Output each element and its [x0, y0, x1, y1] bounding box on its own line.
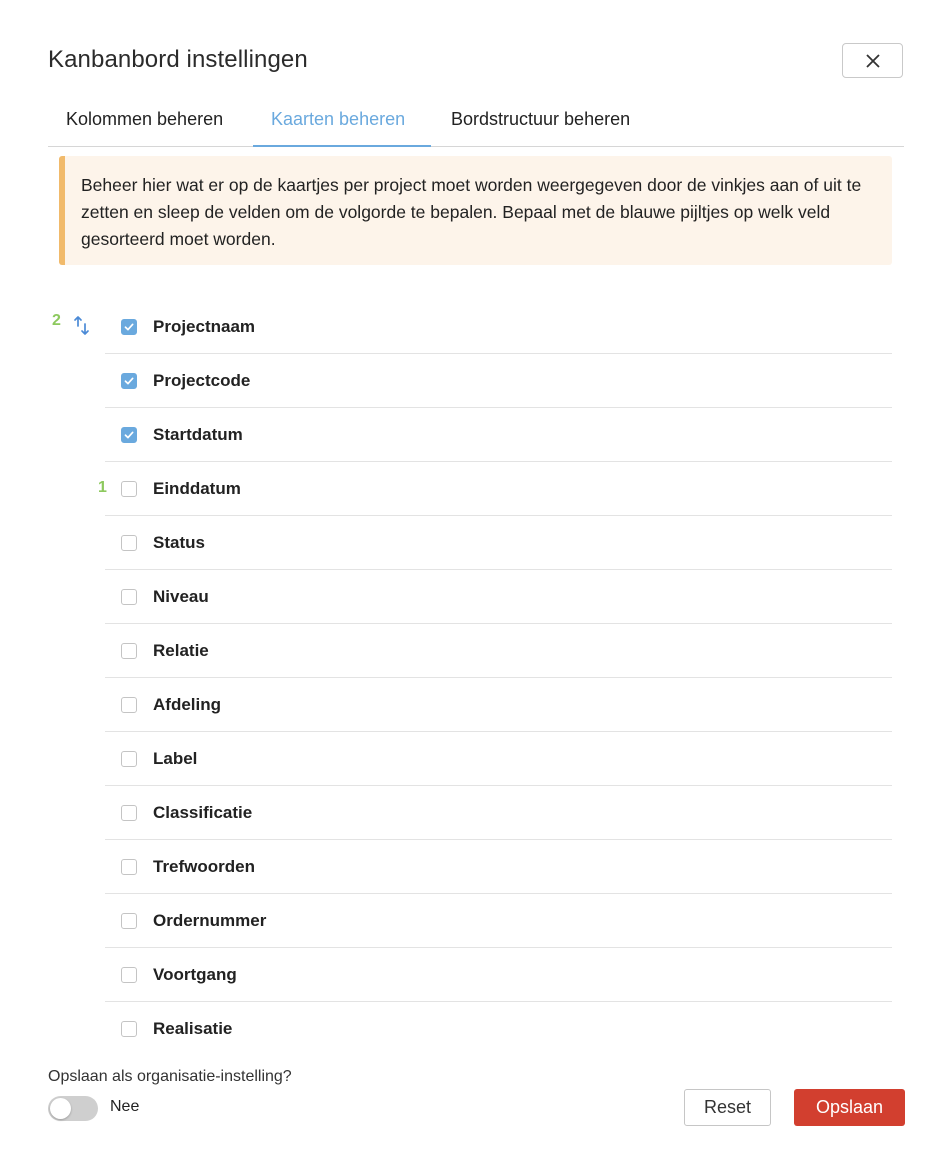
field-checkbox-status[interactable] [121, 535, 137, 551]
field-row-startdatum[interactable] [105, 408, 892, 462]
checkmark-icon [124, 376, 134, 386]
field-label: Einddatum [153, 479, 241, 498]
field-row-trefwoorden[interactable] [105, 840, 892, 894]
info-message: Beheer hier wat er op de kaartjes per project moet worden weergegeven door de vinkjes aan of uit te zetten en sleep de velden om de volgorde te bepalen. Bepaal met de blauwe pijltjes op welk veld gesorteerd moet worden. [59, 156, 892, 265]
sort-arrows-icon[interactable] [72, 314, 92, 338]
field-label: Voortgang [153, 965, 237, 984]
field-row-ordernummer[interactable] [105, 894, 892, 948]
field-checkbox-einddatum[interactable] [121, 481, 137, 497]
field-checkbox-trefwoorden[interactable] [121, 859, 137, 875]
field-row-realisatie[interactable] [105, 1002, 892, 1040]
field-row-label[interactable] [105, 732, 892, 786]
toggle-knob [50, 1098, 71, 1119]
field-label: Projectcode [153, 371, 251, 390]
org-setting-toggle[interactable] [48, 1096, 98, 1121]
field-label: Ordernummer [153, 911, 267, 930]
field-row-niveau[interactable] [105, 570, 892, 624]
field-row-afdeling[interactable] [105, 678, 892, 732]
field-label: Trefwoorden [153, 857, 256, 876]
field-checkbox-startdatum[interactable] [121, 427, 137, 443]
field-label: Label [153, 749, 198, 768]
tab-kaarten-beheren[interactable]: Kaarten beheren [271, 109, 406, 129]
sort-order-number-projectnaam: 2 [52, 312, 61, 329]
sort-order-number-einddatum: 1 [98, 479, 107, 496]
active-tab-indicator [253, 145, 431, 147]
tab-bar [48, 100, 904, 147]
field-row-projectcode[interactable] [105, 354, 892, 408]
field-checkbox-voortgang[interactable] [121, 967, 137, 983]
field-row-projectnaam[interactable] [105, 300, 892, 354]
field-label: Status [153, 533, 205, 552]
field-label: Projectnaam [153, 317, 256, 336]
field-row-classificatie[interactable] [105, 786, 892, 840]
reset-button[interactable]: Reset [684, 1089, 771, 1126]
field-label: Relatie [153, 641, 209, 660]
dialog-title: Kanbanbord instellingen [48, 46, 308, 73]
checkmark-icon [124, 430, 134, 440]
field-checkbox-afdeling[interactable] [121, 697, 137, 713]
close-button[interactable] [842, 43, 903, 78]
field-label: Niveau [153, 587, 209, 606]
checkmark-icon [124, 322, 134, 332]
field-label: Startdatum [153, 425, 243, 444]
tab-kolommen-beheren[interactable]: Kolommen beheren [66, 109, 224, 129]
field-label: Afdeling [153, 695, 221, 714]
field-row-relatie[interactable] [105, 624, 892, 678]
field-label: Classificatie [153, 803, 253, 822]
field-checkbox-ordernummer[interactable] [121, 913, 137, 929]
field-row-einddatum[interactable] [105, 462, 892, 516]
field-checkbox-relatie[interactable] [121, 643, 137, 659]
save-button[interactable]: Opslaan [794, 1089, 905, 1126]
field-checkbox-niveau[interactable] [121, 589, 137, 605]
org-setting-question: Opslaan als organisatie-instelling? [48, 1068, 292, 1085]
tab-bordstructuur-beheren[interactable]: Bordstructuur beheren [451, 109, 631, 129]
field-label: Realisatie [153, 1019, 233, 1038]
field-checkbox-projectnaam[interactable] [121, 319, 137, 335]
field-row-voortgang[interactable] [105, 948, 892, 1002]
field-checkbox-classificatie[interactable] [121, 805, 137, 821]
close-icon [866, 54, 880, 68]
card-field-list [105, 300, 892, 1040]
field-row-status[interactable] [105, 516, 892, 570]
org-setting-toggle-label: Nee [110, 1098, 140, 1115]
field-checkbox-projectcode[interactable] [121, 373, 137, 389]
field-checkbox-realisatie[interactable] [121, 1021, 137, 1037]
field-checkbox-label[interactable] [121, 751, 137, 767]
